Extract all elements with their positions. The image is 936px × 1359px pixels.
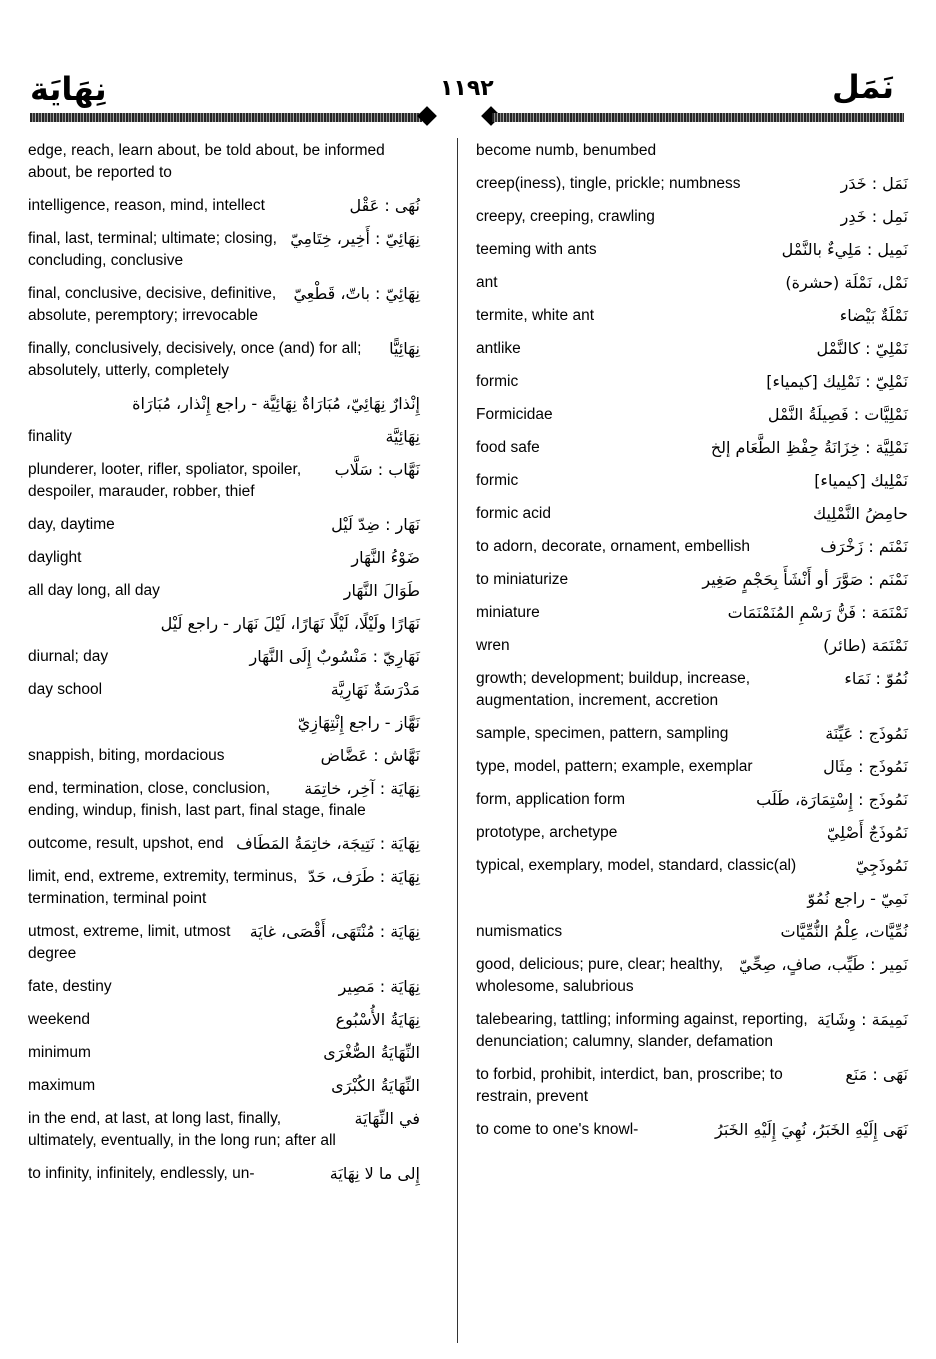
left-column xyxy=(28,140,420,1196)
dictionary-entry xyxy=(28,228,420,272)
dictionary-entry xyxy=(476,668,908,712)
english-definition: formic acid xyxy=(476,505,551,522)
english-definition: edge, reach, learn about, be told about, be informed about, be reported to xyxy=(28,142,385,181)
english-definition: plunderer, looter, rifler, spoliator, spoiler, despoiler, marauder, robber, thief xyxy=(28,461,302,500)
arabic-headword: نِهَايَة : آخِر، خاتِمَة xyxy=(304,779,420,798)
arabic-headword: نُهَى : عَقْل xyxy=(349,196,420,215)
dictionary-entry xyxy=(28,393,420,415)
english-definition: form, application form xyxy=(476,791,626,808)
arabic-headword: نَمْنَم : زَخْرَف xyxy=(820,537,908,556)
dictionary-entry xyxy=(28,514,420,536)
english-definition: limit, end, extreme, extremity, terminus, termination, terminal point xyxy=(28,868,298,907)
english-definition: creepy, creeping, crawling xyxy=(476,208,655,225)
dictionary-entry xyxy=(28,459,420,503)
dictionary-entry xyxy=(28,866,420,910)
dictionary-entry xyxy=(476,789,908,811)
english-definition: utmost, extreme, limit, utmost degree xyxy=(28,923,231,962)
dictionary-entry xyxy=(476,272,908,294)
dictionary-entry xyxy=(476,855,908,877)
dictionary-entry xyxy=(28,1075,420,1097)
arabic-headword: نَمِير : طَيِّب، صافٍ، صِحِّيّ xyxy=(739,955,908,974)
dictionary-entry xyxy=(476,602,908,624)
dictionary-entry xyxy=(476,503,908,525)
left-rule-diamond-ornament xyxy=(417,106,437,126)
arabic-headword: نَمْلِيك [كيمياء] xyxy=(814,471,908,490)
english-definition: minimum xyxy=(28,1044,91,1061)
dictionary-entry xyxy=(28,1108,420,1152)
english-definition: day school xyxy=(28,681,103,698)
page-number: ١١٩٢ xyxy=(440,76,494,101)
arabic-headword: نِهَائِيّ : باتّ، قَطْعِيّ xyxy=(293,284,420,303)
dictionary-entry xyxy=(476,756,908,778)
arabic-headword: النِّهَايَةُ الكُبْرَى xyxy=(331,1076,420,1095)
english-definition: all day long, all day xyxy=(28,582,160,599)
dictionary-entry xyxy=(28,140,420,184)
dictionary-entry xyxy=(28,745,420,767)
english-definition: prototype, archetype xyxy=(476,824,618,841)
english-definition: termite, white ant xyxy=(476,307,595,324)
dictionary-entry xyxy=(28,1042,420,1064)
column-divider xyxy=(457,138,458,1343)
dictionary-entry xyxy=(28,426,420,448)
arabic-headword: نَمْلِيَّات : فَصِيلَةُ النَّمْل xyxy=(767,405,908,424)
arabic-headword: نَمْنَمَة : فَنُّ رَسْمِ المُنَمْنَمَات xyxy=(727,603,908,622)
arabic-headword: نَمْنَم : صَوَّرَ أو أَنْشَأَ بِحَجْمٍ صَغِير xyxy=(702,570,908,589)
english-definition: to come to one's knowl- xyxy=(476,1121,639,1138)
english-definition: weekend xyxy=(28,1011,91,1028)
english-definition: become numb, benumbed xyxy=(476,142,657,159)
dictionary-entry xyxy=(28,778,420,822)
dictionary-entry xyxy=(476,1009,908,1053)
dictionary-entry xyxy=(476,140,908,162)
arabic-headword: نَمُوذَج : عَيِّنَة xyxy=(825,724,908,743)
arabic-headword: نَمْلِيَّة : خِزَانَةُ حِفْظِ الطَّعَام إلخ xyxy=(710,438,908,457)
english-definition: outcome, result, upshot, end xyxy=(28,835,224,852)
english-definition: snappish, biting, mordacious xyxy=(28,747,225,764)
arabic-headword: نِهَايَة : مُنْتَهَى، أَقْصَى، غايَة xyxy=(249,922,420,941)
english-definition: finality xyxy=(28,428,72,445)
arabic-headword: طَوَالَ النَّهَار xyxy=(343,581,420,600)
english-definition: maximum xyxy=(28,1077,96,1094)
english-definition: diurnal; day xyxy=(28,648,109,665)
dictionary-entry xyxy=(476,822,908,844)
right-running-headword: نَمَل xyxy=(831,68,894,106)
arabic-headword: إِنْذارٌ نِهَائِيّ، مُبَارَاةٌ نِهَائِيَّة - راجع إِنْذار، مُبَارَاة xyxy=(132,394,420,413)
arabic-headword: نَمِل : خَدِر xyxy=(840,207,908,226)
dictionary-entry xyxy=(476,1119,908,1141)
english-definition: daylight xyxy=(28,549,82,566)
arabic-headword: نُمِّيَّات، عِلْمُ النُّمِّيَّات xyxy=(780,922,908,941)
english-definition: formic xyxy=(476,373,519,390)
arabic-headword: نَهَارًا ولَيْلًا، لَيْلًا نَهَارًا، لَيْلَ نَهَار - راجع لَيْل xyxy=(160,614,420,633)
arabic-headword: نِهَائِيَّة xyxy=(385,427,420,446)
arabic-headword: نِهَائِيّ : أَخِير، خِتَامِيّ xyxy=(290,229,420,248)
dictionary-entry xyxy=(28,547,420,569)
dictionary-entry xyxy=(476,921,908,943)
arabic-headword: نَمْل، نَمْلَة (حشرة) xyxy=(785,273,908,292)
dictionary-entry xyxy=(476,635,908,657)
arabic-headword: نِهَايَةُ الأُسْبُوع xyxy=(335,1010,420,1029)
english-definition: ant xyxy=(476,274,498,291)
dictionary-entry xyxy=(28,195,420,217)
arabic-headword: نَمْلِيّ : كالنَّمْل xyxy=(816,339,908,358)
english-definition: to adorn, decorate, ornament, embellish xyxy=(476,538,750,555)
dictionary-entry xyxy=(476,371,908,393)
english-definition: finally, conclusively, decisively, once (and) for all; absolutely, utterly, completely xyxy=(28,340,362,379)
dictionary-entry xyxy=(28,338,420,382)
dictionary-entry xyxy=(28,646,420,668)
arabic-headword: نَهَّاش : عَضَّاض xyxy=(320,746,420,765)
dictionary-entry xyxy=(28,283,420,327)
arabic-headword: نُمُوّ : نَمَاء xyxy=(844,669,908,688)
english-definition: formic xyxy=(476,472,519,489)
arabic-headword: نَهَى : مَنَع xyxy=(845,1065,908,1084)
dictionary-entry xyxy=(28,833,420,855)
arabic-headword: نَمُوذَج : مِثَال xyxy=(823,757,908,776)
dictionary-entry xyxy=(476,569,908,591)
english-definition: talebearing, tattling; informing against, reporting, denunciation; calumny, slander, defamation xyxy=(476,1011,808,1050)
arabic-headword: نَمِيّ - راجع نُمُوّ xyxy=(807,889,908,908)
dictionary-entry xyxy=(28,1009,420,1031)
dictionary-entry xyxy=(476,723,908,745)
english-definition: growth; development; buildup, increase, augmentation, increment, accretion xyxy=(476,670,750,709)
dictionary-entry xyxy=(28,679,420,701)
english-definition: food safe xyxy=(476,439,540,456)
dictionary-entry xyxy=(476,536,908,558)
arabic-headword: نِهَايَة : طَرَف، حَدّ xyxy=(308,867,420,886)
dictionary-entry xyxy=(476,1064,908,1108)
english-definition: type, model, pattern; example, exemplar xyxy=(476,758,753,775)
arabic-headword: نَهَار : ضِدّ لَيْل xyxy=(331,515,420,534)
right-column xyxy=(476,140,908,1152)
english-definition: to forbid, prohibit, interdict, ban, proscribe; to restrain, prevent xyxy=(476,1066,783,1105)
english-definition: typical, exemplary, model, standard, classic(al) xyxy=(476,857,797,874)
arabic-headword: النِّهَايَةُ الصُّغْرَى xyxy=(323,1043,420,1062)
arabic-headword: نِهَايَة : نَتِيجَة، خاتِمَةُ المَطَاف xyxy=(236,834,420,853)
english-definition: miniature xyxy=(476,604,540,621)
arabic-headword: نَمْلَةٌ بَيْضاء xyxy=(839,306,908,325)
arabic-headword: نِهَايَة : مَصِير xyxy=(338,977,420,996)
arabic-headword: نَهَّاز - راجع إِنْتِهَازِيّ xyxy=(297,713,420,732)
dictionary-entry xyxy=(476,239,908,261)
left-running-headword: نِهَايَة xyxy=(30,70,107,108)
dictionary-entry xyxy=(28,613,420,635)
english-definition: day, daytime xyxy=(28,516,115,533)
english-definition: sample, specimen, pattern, sampling xyxy=(476,725,729,742)
arabic-headword: نِهَائِيًّا xyxy=(389,339,420,358)
english-definition: Formicidae xyxy=(476,406,553,423)
english-definition: final, last, terminal; ultimate; closing, concluding, conclusive xyxy=(28,230,277,269)
dictionary-entry xyxy=(476,470,908,492)
arabic-headword: حامِضُ النَّمْلِيك xyxy=(812,504,908,523)
english-definition: creep(iness), tingle, prickle; numbness xyxy=(476,175,741,192)
english-definition: final, conclusive, decisive, definitive, absolute, peremptory; irrevocable xyxy=(28,285,277,324)
arabic-headword: نَمُوذَجٌ أَصْلِيّ xyxy=(826,823,908,842)
page-header xyxy=(0,0,936,136)
arabic-headword: نَهَّاب : سَلَّاب xyxy=(334,460,420,479)
dictionary-entry xyxy=(28,580,420,602)
arabic-headword: نَمِيل : مَلِيءٌ بالنَّمْل xyxy=(781,240,908,259)
dictionary-entry xyxy=(28,1163,420,1185)
arabic-headword: ضَوْءُ النَّهَار xyxy=(351,548,420,567)
arabic-headword: إِلى ما لا نِهَايَة xyxy=(329,1164,420,1183)
english-definition: end, termination, close, conclusion, ending, windup, finish, last part, final stage, finale xyxy=(28,780,366,819)
dictionary-entry xyxy=(476,404,908,426)
english-definition: antlike xyxy=(476,340,521,357)
english-definition: to miniaturize xyxy=(476,571,569,588)
arabic-headword: نَمْنَمَة (طائر) xyxy=(823,636,908,655)
dictionary-entry xyxy=(28,976,420,998)
english-definition: in the end, at last, at long last, finally, ultimately, eventually, in the long run; after all xyxy=(28,1110,336,1149)
dictionary-entry xyxy=(476,173,908,195)
arabic-headword: نَمِيمَة : وِشَايَة xyxy=(817,1010,908,1029)
english-definition: intelligence, reason, mind, intellect xyxy=(28,197,265,214)
arabic-headword: نَمُوذَج : إِسْتِمَارَة، طَلَب xyxy=(756,790,908,809)
right-header-rule xyxy=(492,113,904,122)
dictionary-entry xyxy=(476,206,908,228)
arabic-headword: مَدْرَسَةٌ نَهَارِيَّة xyxy=(330,680,420,699)
arabic-headword: نَمْلِيّ : نَمْلِيك [كيمياء] xyxy=(766,372,908,391)
dictionary-entry xyxy=(476,437,908,459)
dictionary-entry xyxy=(476,338,908,360)
english-definition: teeming with ants xyxy=(476,241,597,258)
dictionary-entry xyxy=(476,888,908,910)
dictionary-entry xyxy=(28,712,420,734)
dictionary-entry xyxy=(476,954,908,998)
english-definition: fate, destiny xyxy=(28,978,112,995)
dictionary-entry xyxy=(28,921,420,965)
arabic-headword: نَهَارِيّ : مَنْسُوبٌ إِلَى النَّهَار xyxy=(249,647,420,666)
arabic-headword: في النِّهَايَة xyxy=(354,1109,420,1128)
english-definition: numismatics xyxy=(476,923,563,940)
english-definition: to infinity, infinitely, endlessly, un- xyxy=(28,1165,255,1182)
left-header-rule xyxy=(30,113,422,122)
arabic-headword: نَمُوذَجِيّ xyxy=(855,856,908,875)
english-definition: wren xyxy=(476,637,510,654)
dictionary-entry xyxy=(476,305,908,327)
english-definition: good, delicious; pure, clear; healthy, wholesome, salubrious xyxy=(476,956,724,995)
arabic-headword: نَمَل : خَدَر xyxy=(840,174,908,193)
arabic-headword: نَهَى إِلَيْهِ الخَبَرُ، نُهِيَ إِلَيْهِ الخَبَرُ xyxy=(715,1120,908,1139)
